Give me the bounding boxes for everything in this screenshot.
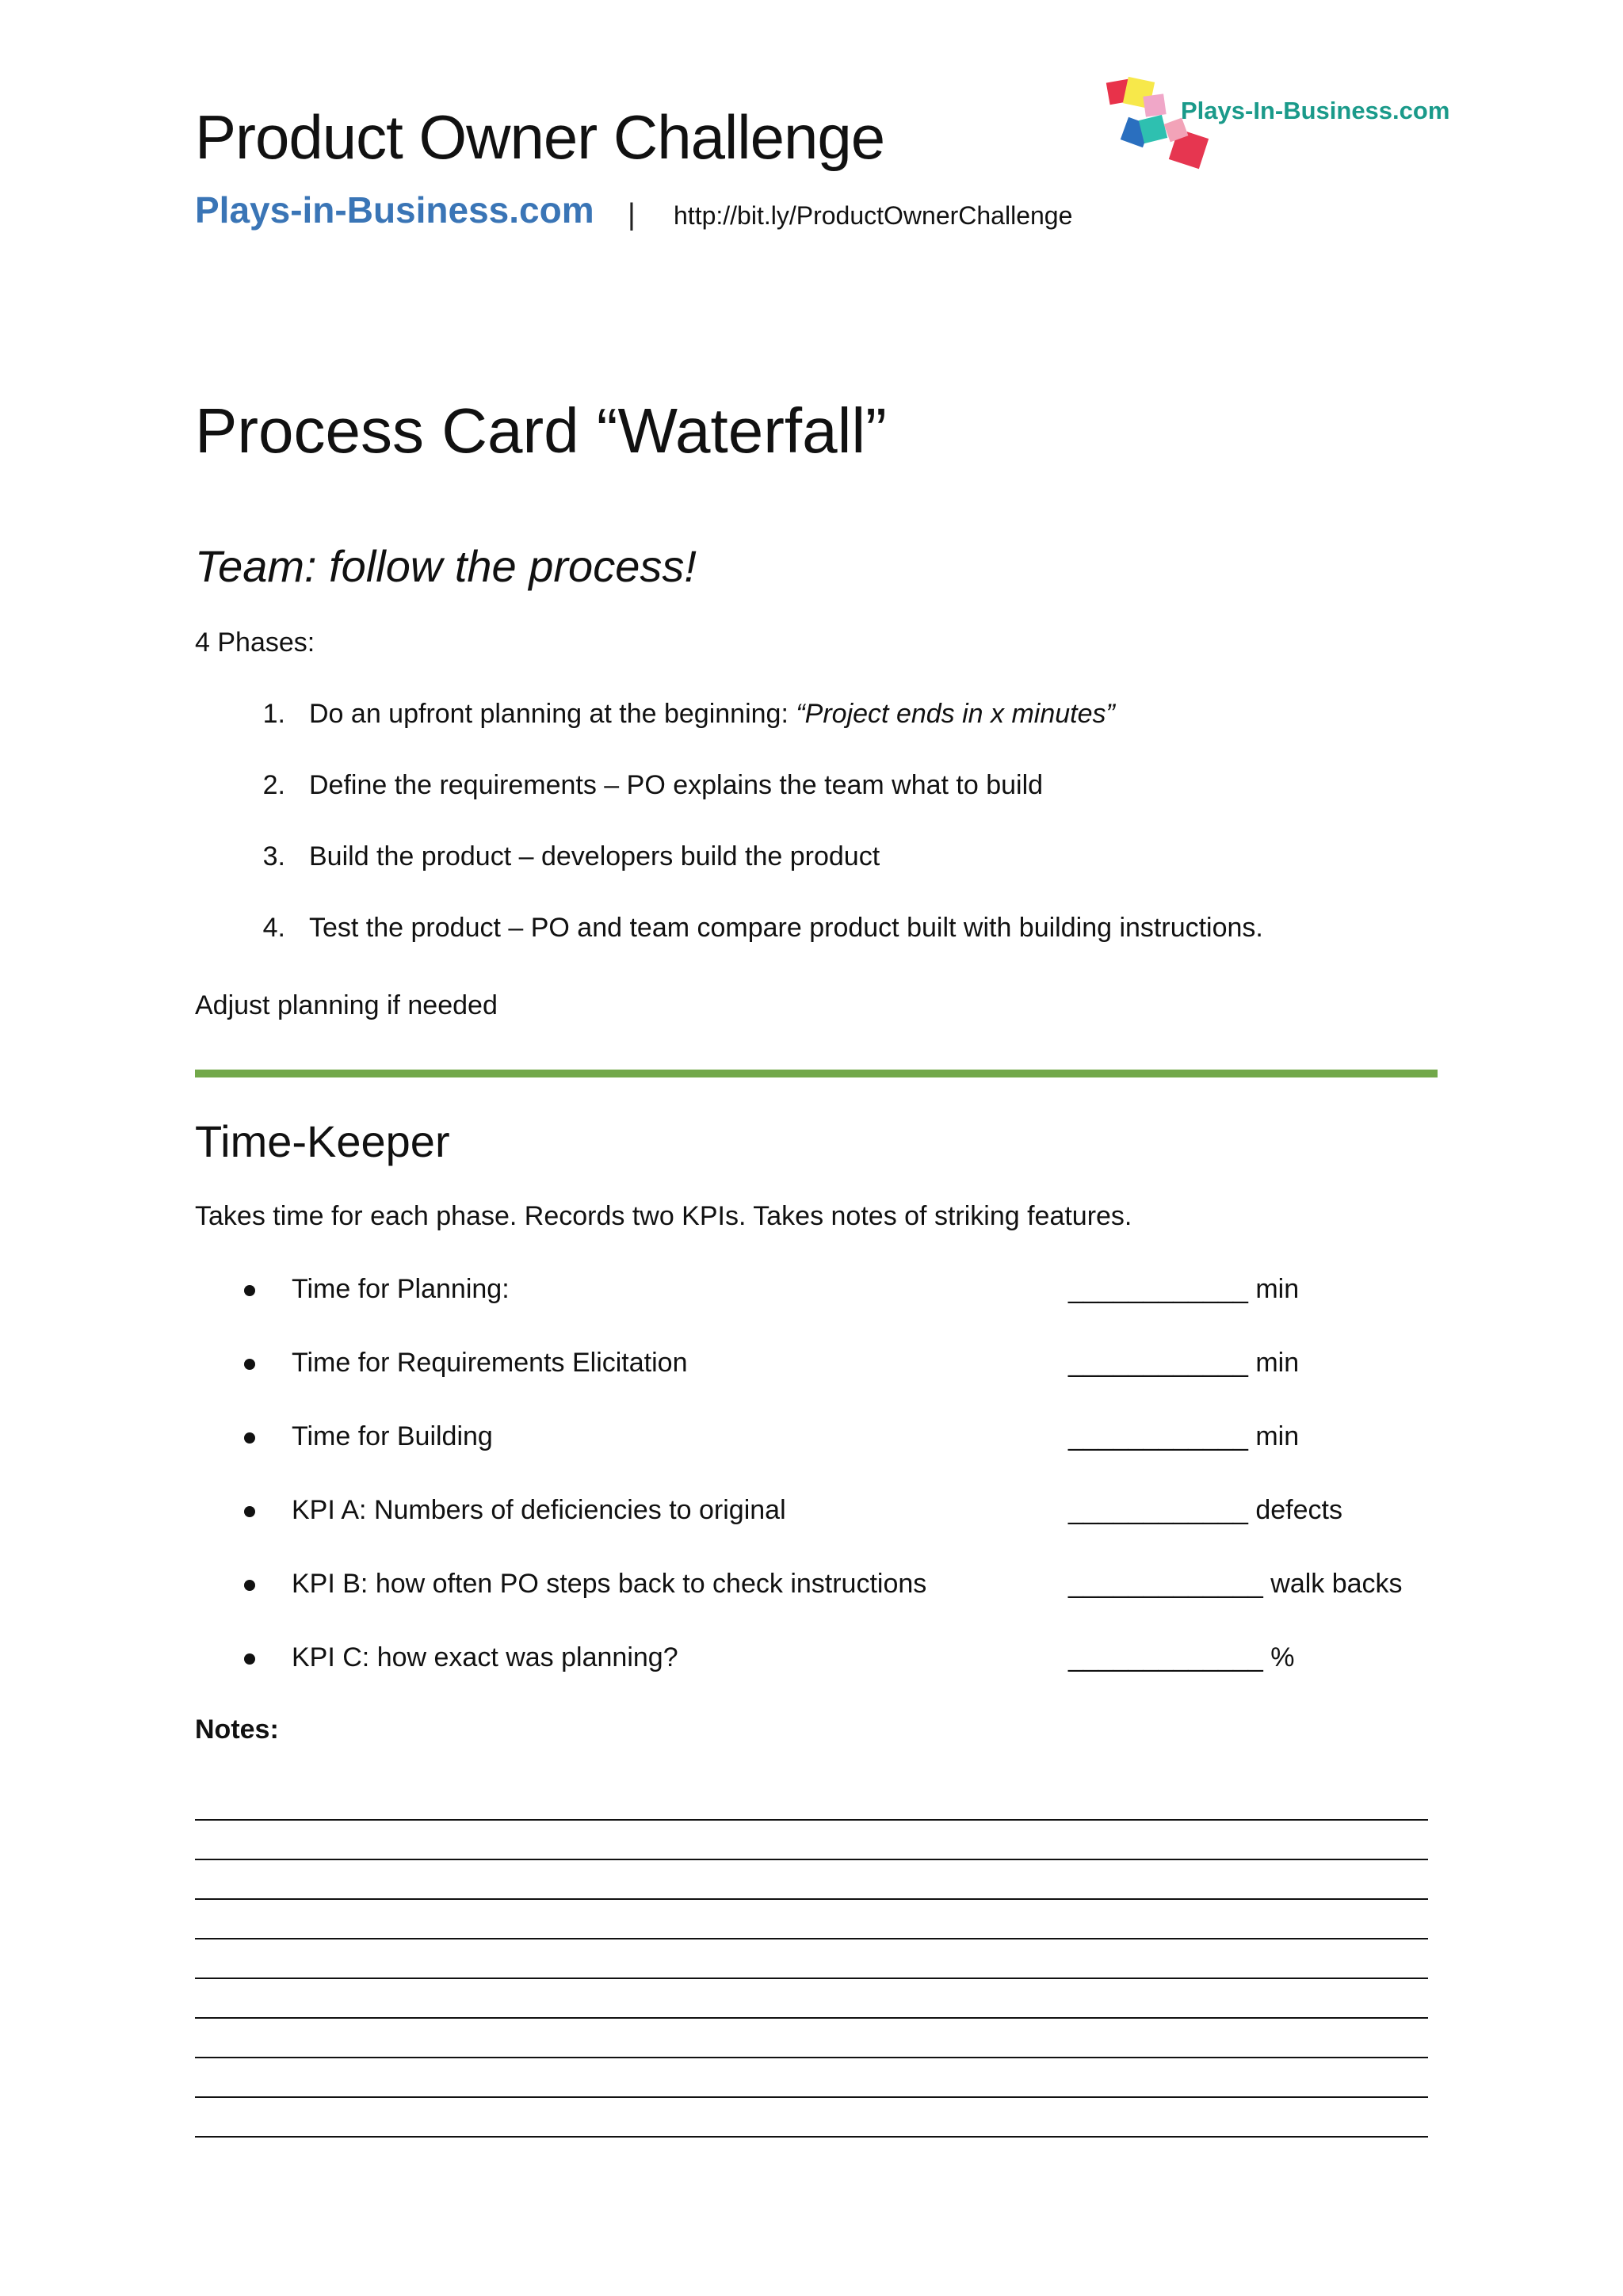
header-separator: | [628,198,636,231]
logo-text: Plays-In-Business.com [1181,97,1450,124]
notes-line [195,1978,1428,1979]
header-url: http://bit.ly/ProductOwnerChallenge [674,201,1073,230]
bullet-icon [244,1285,255,1296]
card-title: Process Card “Waterfall” [195,395,887,466]
notes-line [195,2096,1428,2098]
kpi-label: KPI B: how often PO steps back to check instructions [292,1569,927,1599]
bullet-icon [244,1432,255,1444]
phases-label: 4 Phases: [195,627,315,658]
phase-step-1 [238,699,1115,730]
timekeeper-title: Time-Keeper [195,1116,450,1166]
kpi-label: Time for Requirements Elicitation [292,1348,688,1378]
kpi-label: KPI C: how exact was planning? [292,1642,678,1672]
notes-line [195,2136,1428,2138]
phase-step-3 [238,841,880,872]
kpi-label: Time for Planning: [292,1274,510,1304]
kpi-label: KPI A: Numbers of deficiencies to original [292,1495,786,1525]
step-text: Define the requirements – PO explains the team what to build [309,770,1044,800]
section-divider [195,1070,1438,1077]
step-emphasis: “Project ends in x minutes” [796,699,1115,729]
bullet-icon [244,1359,255,1370]
kpi-blank: ____________ defects [1068,1495,1342,1525]
kpi-item-a [238,1495,1458,1535]
step-number: 3. [262,841,285,871]
kpi-item-b [238,1569,1458,1608]
notes-line [195,1898,1428,1900]
kpi-item-planning [238,1274,1458,1314]
kpi-blank: ____________ min [1068,1421,1300,1451]
notes-line [195,1938,1428,1939]
notes-label: Notes: [195,1714,279,1745]
notes-line [195,2017,1428,2019]
plays-in-business-logo [1102,73,1545,184]
kpi-blank: _____________ % [1068,1642,1295,1672]
step-text: Build the product – developers build the product [309,841,880,871]
bullet-icon [244,1653,255,1665]
notes-line [195,1819,1428,1821]
step-number: 4. [262,913,285,943]
step-number: 1. [262,699,285,729]
kpi-item-building [238,1421,1458,1461]
kpi-blank: ____________ min [1068,1274,1300,1304]
brand-name: Plays-in-Business.com [195,189,594,231]
phase-step-2 [238,770,1043,801]
notes-line [195,1859,1428,1860]
kpi-blank: _____________ walk backs [1068,1569,1403,1599]
kpi-blank: ____________ min [1068,1348,1300,1378]
bullet-icon [244,1580,255,1591]
card-subtitle: Team: follow the process! [195,541,697,591]
kpi-label: Time for Building [292,1421,493,1451]
kpi-item-requirements [238,1348,1458,1387]
phase-step-4 [238,913,1263,944]
kpi-item-c [238,1642,1458,1682]
step-text: Test the product – PO and team compare product built with building instructions. [309,913,1263,943]
timekeeper-intro: Takes time for each phase. Records two KPIs. Takes notes of striking features. [195,1201,1132,1231]
document-title: Product Owner Challenge [195,102,885,172]
step-text: Do an upfront planning at the beginning: “Project ends in x minutes” [309,699,1115,729]
step-number: 2. [262,770,285,800]
notes-line [195,2057,1428,2058]
adjust-planning-note: Adjust planning if needed [195,990,498,1020]
bullet-icon [244,1506,255,1517]
